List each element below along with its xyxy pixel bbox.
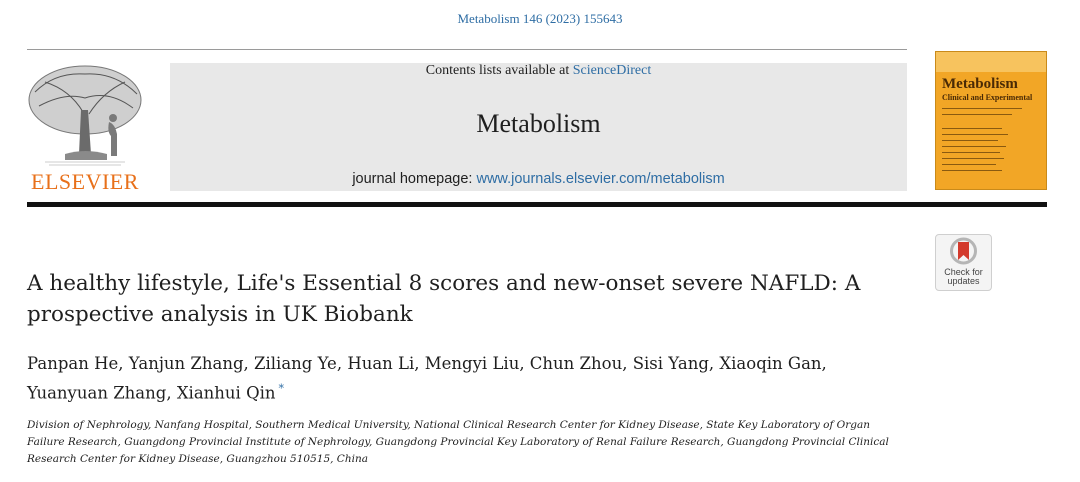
authors-line-2-text[interactable]: Yuanyuan Zhang, Xianhui Qin [27, 383, 276, 403]
cover-text-line [942, 108, 1022, 109]
journal-citation[interactable]: Metabolism 146 (2023) 155643 [457, 11, 623, 26]
journal-name: Metabolism [476, 109, 601, 138]
cover-text-line [942, 158, 1004, 159]
header-bottom-rule [27, 202, 1047, 207]
cover-subtitle: Clinical and Experimental [942, 93, 1033, 102]
homepage-line [170, 171, 907, 187]
author-list [27, 351, 927, 406]
journal-cover-thumbnail[interactable] [935, 51, 1047, 190]
cover-text-line [942, 152, 1000, 153]
journal-homepage-link[interactable]: www.journals.elsevier.com/metabolism [476, 171, 725, 187]
article-title: A healthy lifestyle, Life's Essential 8 scores and new-onset severe NAFLD: A prospective analysis in UK Biobank [27, 271, 861, 327]
cover-text-line [942, 134, 1008, 135]
cover-text-line [942, 140, 998, 141]
authors-line-1[interactable]: Panpan He, Yanjun Zhang, Ziliang Ye, Huan Li, Mengyi Liu, Chun Zhou, Sisi Yang, Xiaoqin Gan, [27, 354, 827, 373]
cover-text-line [942, 146, 1006, 147]
cover-text-line [942, 114, 1012, 115]
bookmark-ribbon-icon [936, 235, 991, 267]
corresponding-author-mark[interactable]: * [278, 382, 285, 395]
author-affiliation: Division of Nephrology, Nanfang Hospital, Southern Medical University, National Clinical Research Center for Kidney Disease, State Key Laboratory of Organ Failure Research, Guangdong Provincial Institute of Nephrology, Guangdong Provincial Key Laboratory of Renal Failure Research, Guangdong Provincial Clinical Research Center for Kidney Disease, Guangzhou 510515, China [27, 419, 889, 465]
cover-text-line [942, 128, 1002, 129]
contents-line [170, 63, 907, 79]
cover-title: Metabolism [942, 76, 1018, 92]
journal-banner [170, 63, 907, 191]
cover-top-strip [936, 52, 1047, 72]
check-for-updates-button[interactable] [935, 234, 992, 291]
check-updates-label: Check for updates [944, 267, 983, 286]
cover-text-line [942, 164, 996, 165]
authors-line-2 [27, 376, 927, 406]
sciencedirect-link[interactable]: ScienceDirect [572, 63, 652, 78]
homepage-prefix: journal homepage: [352, 171, 477, 187]
cover-text-line [942, 170, 1002, 171]
top-divider [27, 49, 907, 50]
elsevier-wordmark: ELSEVIER [31, 169, 139, 194]
contents-prefix: Contents lists available at [425, 63, 573, 78]
